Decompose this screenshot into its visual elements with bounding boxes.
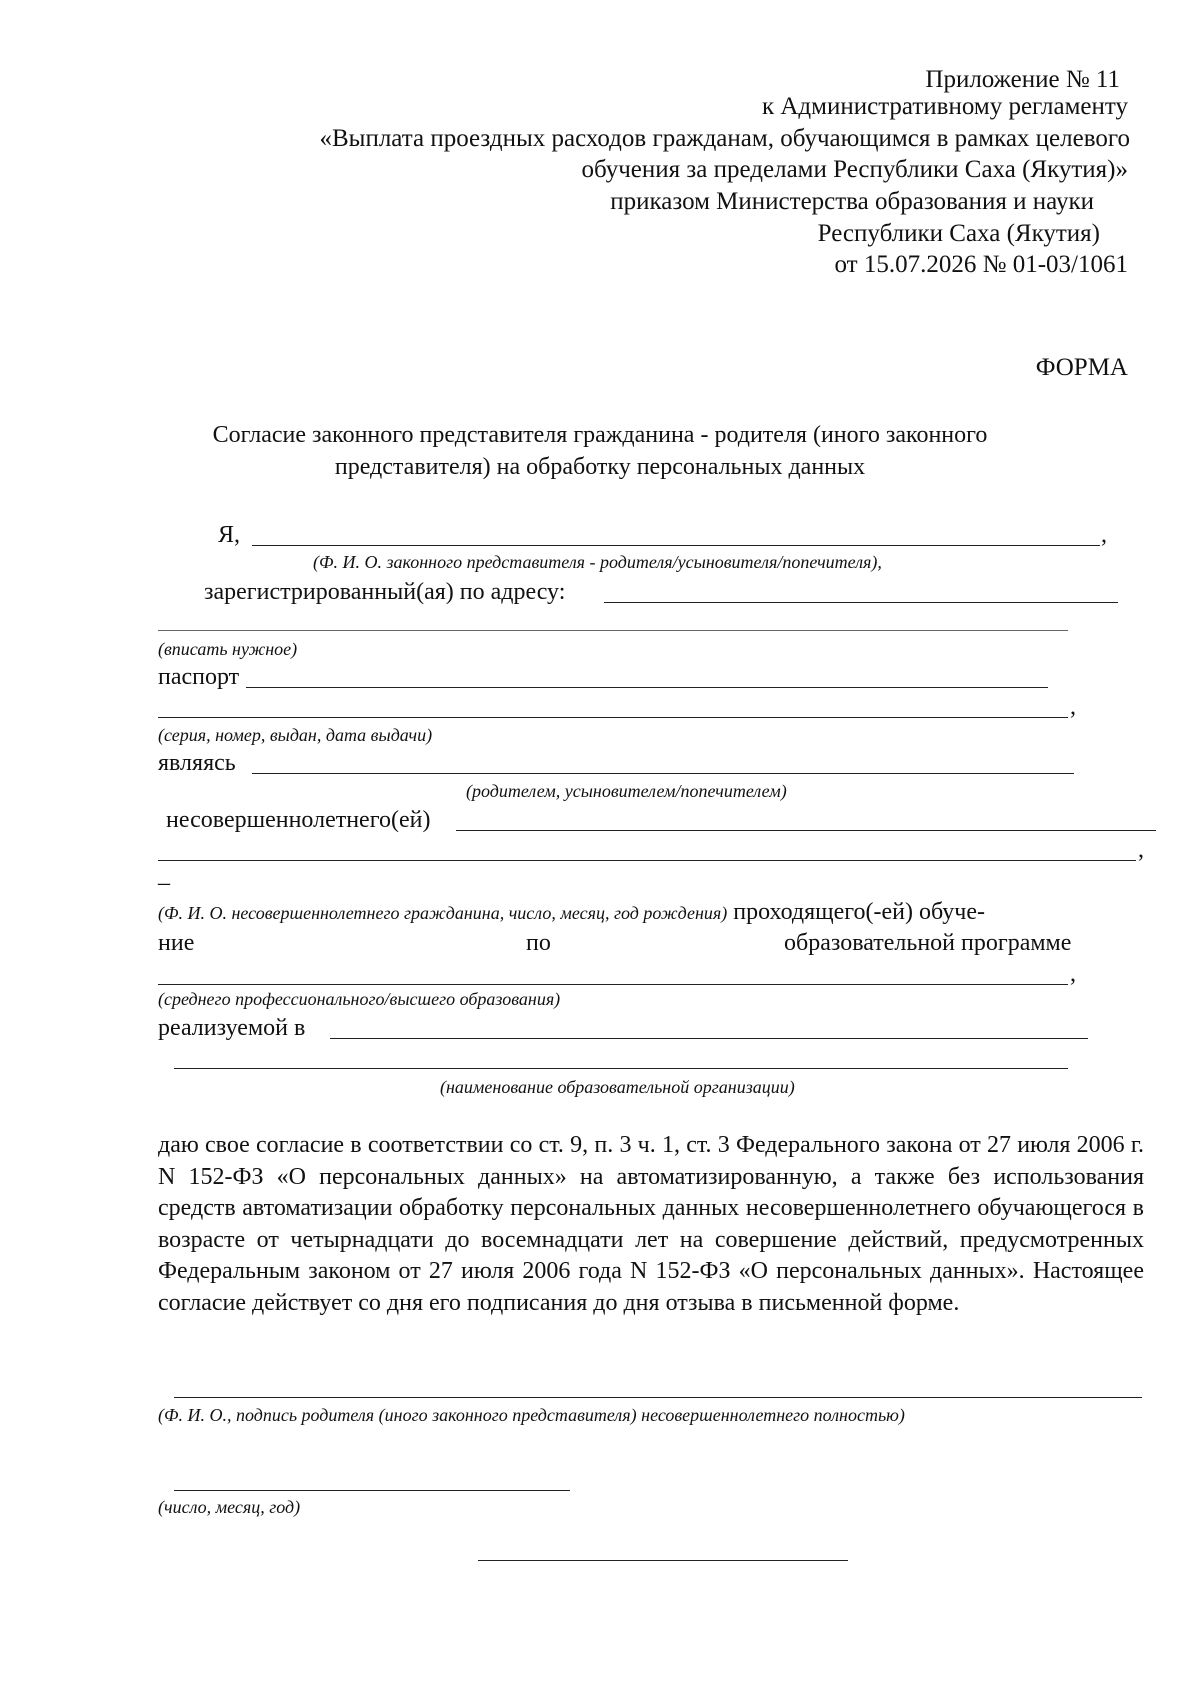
studying-text: проходящего(-ей) обуче- (733, 899, 985, 925)
comma: , (1070, 961, 1076, 987)
program-line[interactable] (158, 984, 1068, 985)
study-word-3: образовательной программе (784, 930, 1072, 956)
address-label: зарегистрированный(ая) по адресу: (204, 579, 566, 605)
date-caption: (число, месяц, год) (158, 1497, 301, 1517)
regulation-title-line1: «Выплата проездных расходов гражданам, обучающимся в рамках целевого (319, 125, 1130, 152)
passport-line[interactable] (246, 687, 1048, 688)
realized-label: реализуемой в (158, 1015, 306, 1041)
order-line1: приказом Министерства образования и науки (610, 188, 1094, 215)
consent-paragraph: даю свое согласие в соответствии со ст. 9, п. 3 ч. 1, ст. 3 Федерального закона от 27 июля 2006 г. N 152-ФЗ «О персональных данных» на автоматизированную, а также без использования средств автоматизации обработку персональных данных несовершеннолетнего обучающегося в возрасте от четырнадцати до восемнадцати лет на совершение действий, предусмотренных Федеральным законом от 27 июля 2006 года N 152-ФЗ «О персональных данных». Настоящее согласие действует со дня его подписания до дня отзыва в письменной форме. (158, 1132, 1144, 1316)
org-line-2[interactable] (174, 1068, 1068, 1069)
being-label: являясь (158, 750, 236, 776)
org-line[interactable] (330, 1038, 1088, 1039)
fio-caption: (Ф. И. О. законного представителя - родителя/усыновителя/попечителя), (313, 552, 882, 572)
address-line[interactable] (604, 602, 1118, 603)
study-word-2: по (526, 930, 551, 956)
minor-line[interactable] (456, 830, 1156, 831)
order-line2: Республики Саха (Якутия) (817, 220, 1100, 247)
org-caption: (наименование образовательной организации) (440, 1077, 795, 1097)
dash: _ (158, 862, 170, 888)
study-word-1: ние (158, 930, 195, 956)
edu-caption: (среднего профессионального/высшего образования) (158, 989, 561, 1009)
document-title-line2: представителя) на обработку персональных данных (334, 454, 866, 480)
minor-caption: (Ф. И. О. несовершеннолетнего гражданина, число, месяц, год рождения) (158, 903, 728, 923)
comma: , (1070, 694, 1076, 720)
order-date-number: от 15.07.2026 № 01-03/1061 (834, 251, 1128, 278)
passport-line-2[interactable] (158, 717, 1068, 718)
address-line-2[interactable] (158, 630, 1068, 631)
document-title-line1: Согласие законного представителя гражданина - родителя (иного законного (212, 422, 988, 448)
regulation-title-line2: обучения за пределами Республики Саха (Якутия)» (581, 156, 1128, 183)
ya-label: Я, (218, 522, 241, 548)
bottom-line (478, 1560, 848, 1561)
signature-line[interactable] (174, 1397, 1142, 1398)
date-line[interactable] (174, 1490, 570, 1491)
passport-caption: (серия, номер, выдан, дата выдачи) (158, 725, 433, 745)
form-label: ФОРМА (1035, 354, 1128, 381)
appendix-number: Приложение № 11 (925, 66, 1120, 93)
being-caption: (родителем, усыновителем/попечителем) (466, 781, 787, 801)
comma: , (1138, 837, 1144, 863)
minor-line-2[interactable] (158, 860, 1136, 861)
appendix-ref-line: к Административному регламенту (761, 93, 1128, 120)
minor-label: несовершеннолетнего(ей) (166, 807, 431, 833)
comma: , (1101, 522, 1107, 548)
passport-label: паспорт (158, 664, 240, 690)
minor-caption-row (158, 897, 985, 927)
fio-line[interactable] (252, 545, 1100, 546)
signature-caption: (Ф. И. О., подпись родителя (иного законного представителя) несовершеннолетнего полностью) (158, 1405, 905, 1425)
being-line[interactable] (252, 773, 1074, 774)
vpisat-caption: (вписать нужное) (158, 639, 298, 659)
